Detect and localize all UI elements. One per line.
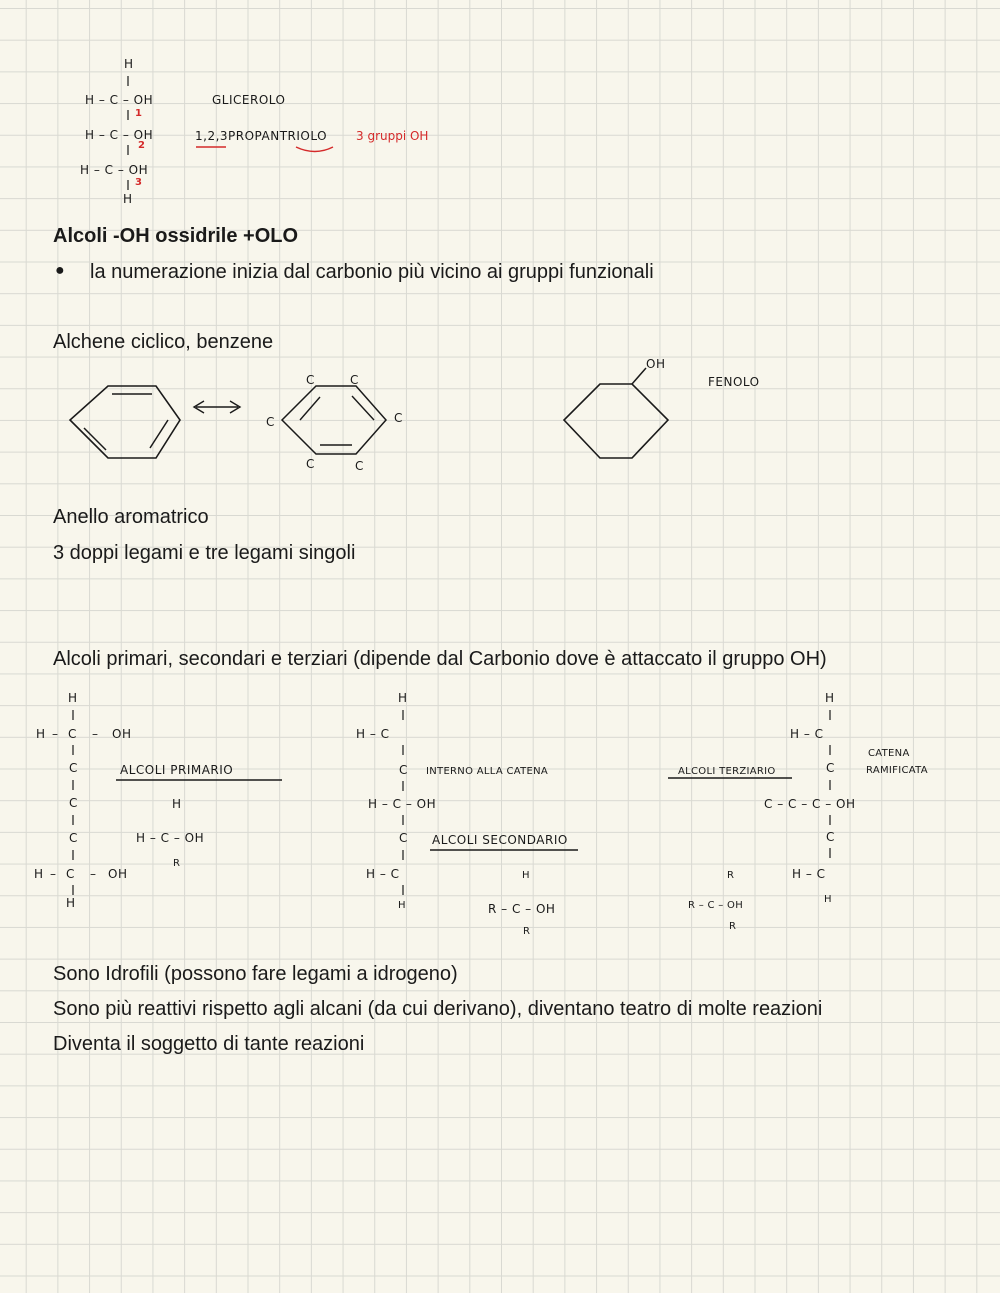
svg-text:–: –	[92, 727, 99, 741]
catena-label: CATENA	[868, 748, 910, 759]
svg-text:C: C	[826, 830, 835, 844]
doppi-legami-text: 3 doppi legami e tre legami singoli	[53, 542, 356, 564]
secondario-small-structure: R – C – OH	[488, 902, 556, 916]
interno-label: INTERNO ALLA CATENA	[426, 766, 549, 777]
svg-text:OH: OH	[108, 867, 128, 881]
glicerolo-label: GLICEROLO	[212, 93, 286, 107]
svg-text:H – C: H – C	[366, 867, 400, 881]
fenolo-oh: OH	[646, 357, 666, 371]
svg-text:H – C: H – C	[792, 867, 826, 881]
ramificata-label: RAMIFICATA	[866, 765, 928, 776]
glicerolo-num2: 2	[138, 140, 145, 151]
svg-text:R: R	[729, 921, 737, 932]
svg-text:R: R	[173, 858, 181, 869]
secondario-label: ALCOLI SECONDARIO	[432, 833, 568, 847]
svg-text:R: R	[523, 926, 531, 937]
primario-small-structure: H – C – OH	[136, 831, 205, 845]
glicerolo-structure	[80, 57, 428, 206]
svg-text:H: H	[68, 691, 78, 705]
fenolo-structure	[564, 357, 760, 458]
svg-text:H: H	[398, 900, 406, 911]
gruppi-oh-label: 3 gruppi OH	[356, 129, 429, 143]
fenolo-label: FENOLO	[708, 375, 760, 389]
alchene-ciclico-text: Alchene ciclico, benzene	[53, 331, 274, 353]
benzene-c3: C	[394, 411, 403, 425]
benzene-c6: C	[266, 415, 275, 429]
svg-text:C: C	[66, 867, 75, 881]
reattivi-text: Sono più reattivi rispetto agli alcani (da cui derivano), diventano teatro di molte reazioni	[53, 998, 823, 1020]
propantriolo-label: 1,2,3PROPANTRIOLO	[195, 129, 328, 143]
glicerolo-row2: H – C – OH	[85, 128, 154, 142]
svg-text:–: –	[90, 867, 97, 881]
svg-text:C: C	[69, 831, 78, 845]
svg-text:–: –	[50, 867, 57, 881]
anello-aromatico-text: Anello aromatrico	[53, 506, 209, 528]
bullet-dot: ●	[55, 262, 65, 279]
benzene-c4: C	[355, 459, 364, 473]
svg-text:C: C	[69, 796, 78, 810]
svg-text:H – C: H – C	[790, 727, 824, 741]
benzene-c5: C	[306, 457, 315, 471]
svg-text:H: H	[398, 691, 408, 705]
svg-text:H: H	[172, 797, 182, 811]
svg-text:C: C	[399, 763, 408, 777]
terziario-label: ALCOLI TERZIARIO	[678, 766, 776, 777]
svg-text:H: H	[824, 894, 832, 905]
idrofili-text: Sono Idrofili (possono fare legami a idrogeno)	[53, 963, 458, 985]
svg-text:H – C – OH: H – C – OH	[368, 797, 437, 811]
secondario-structure	[356, 691, 578, 937]
primario-structure	[34, 691, 282, 910]
svg-text:OH: OH	[112, 727, 132, 741]
svg-text:H – C: H – C	[356, 727, 390, 741]
svg-text:C: C	[826, 761, 835, 775]
glicerolo-row1: H – C – OH	[85, 93, 154, 107]
svg-text:H: H	[66, 896, 76, 910]
svg-text:C – C – C – OH: C – C – C – OH	[764, 797, 856, 811]
svg-text:H: H	[825, 691, 835, 705]
svg-text:H: H	[36, 727, 46, 741]
terziario-small-structure: R – C – OH	[688, 900, 744, 911]
alcoli-heading: Alcoli -OH ossidrile +OLO	[53, 225, 299, 247]
benzene-c2: C	[350, 373, 359, 387]
benzene-c1: C	[306, 373, 315, 387]
svg-text:–: –	[52, 727, 59, 741]
svg-text:C: C	[69, 761, 78, 775]
svg-text:R: R	[727, 870, 735, 881]
benzene-ring	[70, 386, 180, 458]
soggetto-text: Diventa il soggetto di tante reazioni	[53, 1033, 365, 1055]
benzene-ring-carbons	[266, 373, 403, 473]
svg-text:C: C	[68, 727, 77, 741]
svg-text:H: H	[34, 867, 44, 881]
svg-text:H: H	[522, 870, 530, 881]
terziario-structure	[668, 691, 928, 932]
glicerolo-bottom-h: H	[123, 192, 133, 206]
bullet-numerazione: la numerazione inizia dal carbonio più vicino ai gruppi funzionali	[90, 261, 654, 283]
resonance-arrow	[194, 401, 240, 413]
svg-text:C: C	[399, 831, 408, 845]
primario-label: ALCOLI PRIMARIO	[120, 763, 234, 777]
glicerolo-top-h: H	[124, 57, 134, 71]
glicerolo-num1: 1	[135, 108, 142, 119]
glicerolo-row3: H – C – OH	[80, 163, 149, 177]
glicerolo-num3: 3	[135, 177, 142, 188]
alcoli-tipi-text: Alcoli primari, secondari e terziari (dipende dal Carbonio dove è attaccato il gruppo OH)	[53, 648, 827, 670]
